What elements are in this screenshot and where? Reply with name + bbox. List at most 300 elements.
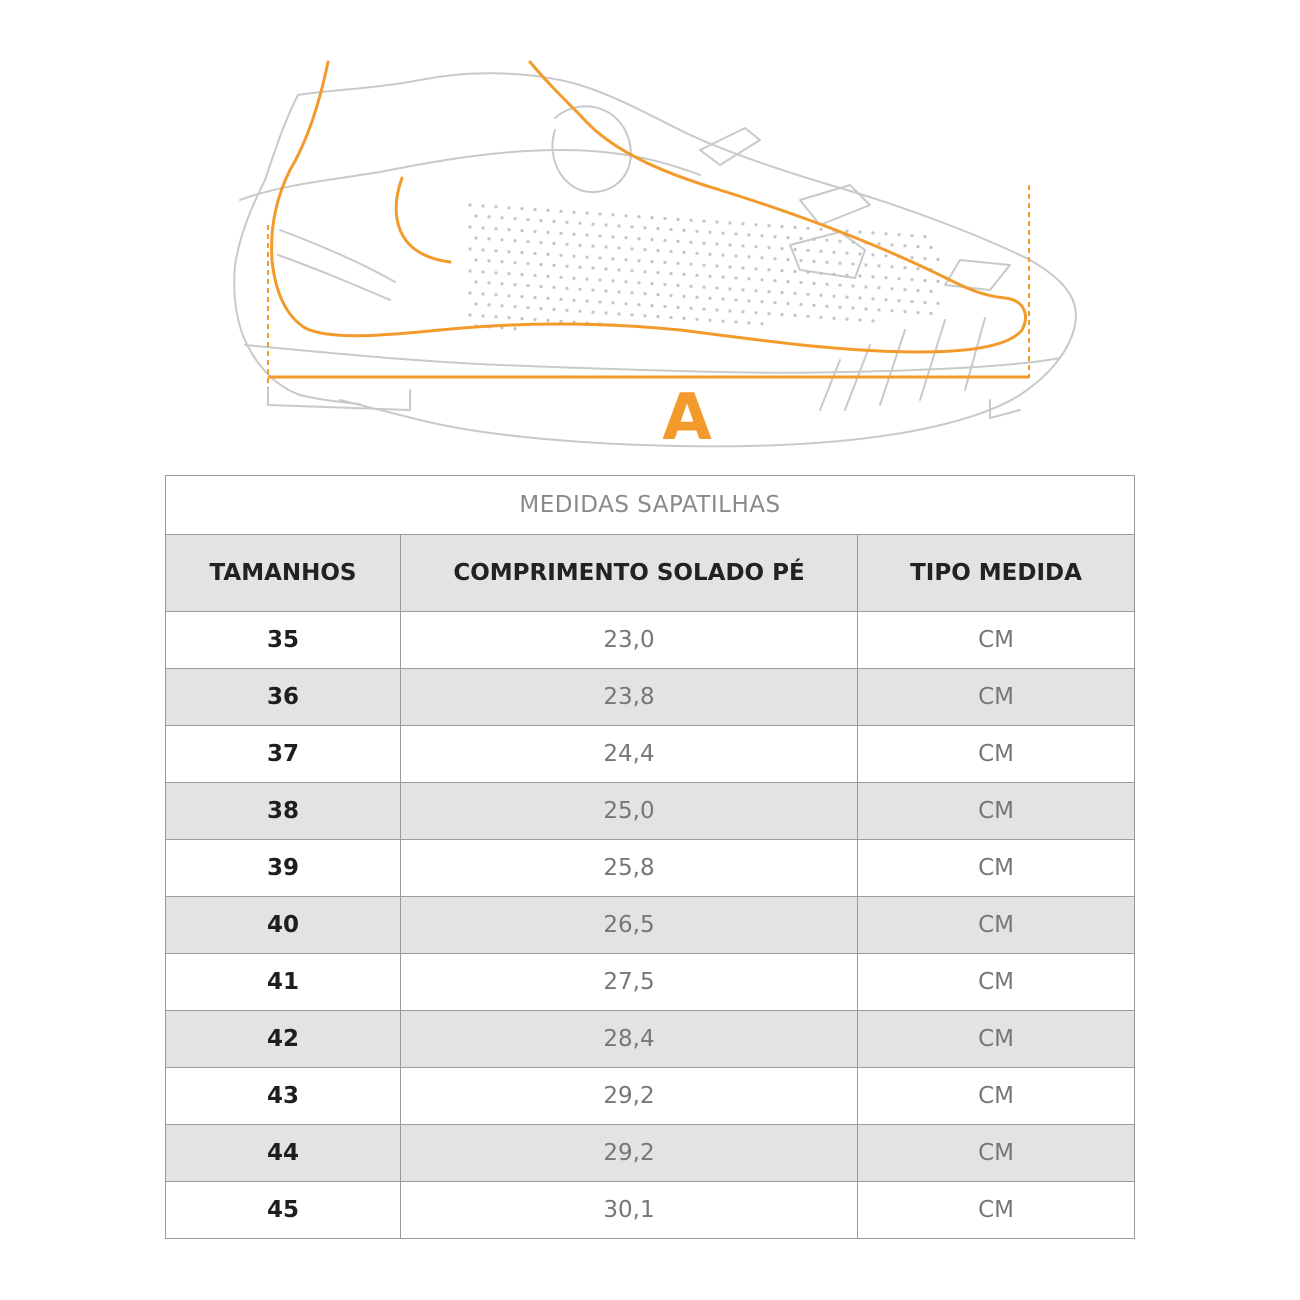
perforation-dot (533, 296, 536, 299)
unit-cell: CM (858, 1182, 1135, 1239)
perforation-dot (676, 284, 679, 287)
perforation-dot (884, 254, 887, 257)
perforation-dot (533, 208, 536, 211)
perforation-dot (637, 215, 640, 218)
header-unit-type: TIPO MEDIDA (858, 535, 1135, 612)
perforation-dot (877, 264, 880, 267)
perforation-dot (715, 309, 718, 312)
perforation-dot (858, 252, 861, 255)
perforation-dot (916, 289, 919, 292)
perforation-dot (929, 290, 932, 293)
size-cell: 37 (166, 726, 401, 783)
perforation-dot (871, 319, 874, 322)
perforation-dot (552, 286, 555, 289)
perforation-dot (676, 218, 679, 221)
perforation-dot (676, 306, 679, 309)
unit-cell: CM (858, 840, 1135, 897)
perforation-dot (682, 251, 685, 254)
perforation-dot (682, 273, 685, 276)
perforation-dot (513, 217, 516, 220)
perforation-dot (793, 292, 796, 295)
perforation-dot (598, 212, 601, 215)
unit-cell: CM (858, 783, 1135, 840)
perforation-dot (871, 297, 874, 300)
perforation-dot (500, 304, 503, 307)
perforation-dot (676, 262, 679, 265)
perforation-dot (617, 246, 620, 249)
perforation-dot (669, 272, 672, 275)
perforation-pattern (468, 203, 939, 330)
perforation-dot (507, 206, 510, 209)
perforation-dot (559, 298, 562, 301)
perforation-dot (825, 305, 828, 308)
perforation-dot (474, 302, 477, 305)
perforation-dot (929, 246, 932, 249)
perforation-dot (767, 224, 770, 227)
shoe-size-table (165, 475, 1135, 1239)
perforation-dot (611, 279, 614, 282)
perforation-dot (572, 255, 575, 258)
perforation-dot (838, 262, 841, 265)
perforation-dot (721, 254, 724, 257)
perforation-dot (884, 276, 887, 279)
perforation-dot (812, 238, 815, 241)
perforation-dot (474, 280, 477, 283)
perforation-dot (474, 214, 477, 217)
perforation-dot (864, 263, 867, 266)
perforation-dot (832, 273, 835, 276)
length-cell: 29,2 (401, 1125, 858, 1182)
perforation-dot (806, 227, 809, 230)
perforation-dot (702, 286, 705, 289)
perforation-dot (871, 253, 874, 256)
perforation-dot (604, 245, 607, 248)
perforation-dot (539, 219, 542, 222)
perforation-dot (546, 297, 549, 300)
perforation-dot (858, 318, 861, 321)
length-cell: 26,5 (401, 897, 858, 954)
perforation-dot (760, 256, 763, 259)
perforation-dot (552, 220, 555, 223)
perforation-dot (754, 267, 757, 270)
unit-cell: CM (858, 1011, 1135, 1068)
table-row (166, 783, 1135, 840)
table-row (166, 669, 1135, 726)
perforation-dot (546, 209, 549, 212)
perforation-dot (656, 249, 659, 252)
perforation-dot (565, 265, 568, 268)
perforation-dot (539, 307, 542, 310)
perforation-dot (825, 261, 828, 264)
perforation-dot (695, 274, 698, 277)
perforation-dot (819, 272, 822, 275)
table-row (166, 954, 1135, 1011)
perforation-dot (598, 300, 601, 303)
perforation-dot (786, 280, 789, 283)
perforation-dot (682, 229, 685, 232)
table-header-row (166, 535, 1135, 612)
perforation-dot (526, 262, 529, 265)
perforation-dot (578, 310, 581, 313)
perforation-dot (741, 310, 744, 313)
perforation-dot (585, 256, 588, 259)
perforation-dot (494, 271, 497, 274)
unit-cell: CM (858, 1125, 1135, 1182)
perforation-dot (526, 306, 529, 309)
perforation-dot (481, 292, 484, 295)
unit-cell: CM (858, 669, 1135, 726)
perforation-dot (565, 221, 568, 224)
perforation-dot (630, 291, 633, 294)
table-row (166, 726, 1135, 783)
table-row (166, 840, 1135, 897)
perforation-dot (643, 314, 646, 317)
perforation-dot (715, 221, 718, 224)
perforation-dot (604, 267, 607, 270)
perforation-dot (650, 304, 653, 307)
size-cell: 42 (166, 1011, 401, 1068)
perforation-dot (669, 250, 672, 253)
perforation-dot (474, 236, 477, 239)
perforation-dot (877, 242, 880, 245)
perforation-dot (864, 285, 867, 288)
perforation-dot (656, 293, 659, 296)
perforation-dot (799, 281, 802, 284)
foot-outline (272, 62, 1026, 352)
perforation-dot (897, 299, 900, 302)
perforation-dot (799, 259, 802, 262)
perforation-dot (520, 207, 523, 210)
shoe-measurement-illustration (0, 0, 1300, 470)
perforation-dot (689, 307, 692, 310)
perforation-dot (702, 220, 705, 223)
length-cell: 30,1 (401, 1182, 858, 1239)
perforation-dot (656, 315, 659, 318)
perforation-dot (585, 212, 588, 215)
size-cell: 44 (166, 1125, 401, 1182)
perforation-dot (520, 251, 523, 254)
perforation-dot (851, 307, 854, 310)
perforation-dot (903, 288, 906, 291)
perforation-dot (897, 277, 900, 280)
perforation-dot (565, 243, 568, 246)
perforation-dot (812, 282, 815, 285)
perforation-dot (494, 315, 497, 318)
perforation-dot (689, 241, 692, 244)
perforation-dot (923, 257, 926, 260)
perforation-dot (591, 311, 594, 314)
perforation-dot (741, 222, 744, 225)
perforation-dot (767, 312, 770, 315)
perforation-dot (728, 221, 731, 224)
perforation-dot (708, 253, 711, 256)
perforation-dot (663, 305, 666, 308)
unit-cell: CM (858, 897, 1135, 954)
perforation-dot (487, 303, 490, 306)
perforation-dot (689, 219, 692, 222)
perforation-dot (832, 317, 835, 320)
size-cell: 39 (166, 840, 401, 897)
perforation-dot (728, 265, 731, 268)
perforation-dot (747, 321, 750, 324)
perforation-dot (487, 259, 490, 262)
perforation-dot (812, 260, 815, 263)
perforation-dot (702, 242, 705, 245)
perforation-dot (721, 320, 724, 323)
perforation-dot (487, 215, 490, 218)
perforation-dot (897, 233, 900, 236)
perforation-dot (481, 314, 484, 317)
perforation-dot (832, 251, 835, 254)
perforation-dot (793, 226, 796, 229)
perforation-dot (630, 247, 633, 250)
perforation-dot (611, 235, 614, 238)
perforation-dot (617, 290, 620, 293)
perforation-dot (936, 258, 939, 261)
perforation-dot (572, 233, 575, 236)
perforation-dot (682, 295, 685, 298)
perforation-dot (773, 301, 776, 304)
perforation-dot (728, 243, 731, 246)
perforation-dot (916, 267, 919, 270)
perforation-dot (760, 322, 763, 325)
perforation-dot (585, 300, 588, 303)
perforation-dot (643, 292, 646, 295)
perforation-dot (747, 233, 750, 236)
perforation-dot (650, 282, 653, 285)
perforation-dot (572, 211, 575, 214)
perforation-dot (929, 312, 932, 315)
perforation-dot (637, 237, 640, 240)
perforation-dot (487, 281, 490, 284)
perforation-dot (611, 213, 614, 216)
perforation-dot (650, 260, 653, 263)
perforation-dot (851, 263, 854, 266)
perforation-dot (819, 250, 822, 253)
perforation-dot (786, 258, 789, 261)
perforation-dot (507, 272, 510, 275)
perforation-dot (624, 280, 627, 283)
perforation-dot (507, 316, 510, 319)
perforation-dot (539, 263, 542, 266)
perforation-dot (806, 249, 809, 252)
perforation-dot (923, 301, 926, 304)
perforation-dot (767, 290, 770, 293)
perforation-dot (728, 309, 731, 312)
perforation-dot (513, 305, 516, 308)
perforation-dot (793, 270, 796, 273)
perforation-dot (494, 227, 497, 230)
perforation-dot (799, 303, 802, 306)
perforation-dot (741, 288, 744, 291)
perforation-dot (871, 231, 874, 234)
perforation-dot (591, 267, 594, 270)
size-cell: 40 (166, 897, 401, 954)
perforation-dot (526, 240, 529, 243)
perforation-dot (578, 266, 581, 269)
perforation-dot (825, 239, 828, 242)
table-row (166, 1125, 1135, 1182)
perforation-dot (708, 297, 711, 300)
perforation-dot (630, 313, 633, 316)
perforation-dot (786, 236, 789, 239)
perforation-dot (910, 234, 913, 237)
perforation-dot (721, 276, 724, 279)
perforation-dot (481, 248, 484, 251)
perforation-dot (565, 287, 568, 290)
measurement-label-a: A (662, 381, 712, 455)
perforation-dot (513, 283, 516, 286)
perforation-dot (845, 230, 848, 233)
perforation-dot (617, 268, 620, 271)
perforation-dot (604, 311, 607, 314)
perforation-dot (637, 259, 640, 262)
perforation-dot (546, 319, 549, 322)
table-caption: MEDIDAS SAPATILHAS (166, 476, 1135, 535)
perforation-dot (481, 226, 484, 229)
perforation-dot (539, 285, 542, 288)
perforation-dot (481, 270, 484, 273)
header-sizes: TAMANHOS (166, 535, 401, 612)
perforation-dot (591, 289, 594, 292)
perforation-dot (669, 228, 672, 231)
perforation-dot (819, 294, 822, 297)
perforation-dot (838, 306, 841, 309)
perforation-dot (474, 258, 477, 261)
perforation-dot (481, 204, 484, 207)
perforation-dot (637, 303, 640, 306)
perforation-dot (494, 205, 497, 208)
length-cell: 25,0 (401, 783, 858, 840)
table-row (166, 897, 1135, 954)
perforation-dot (793, 314, 796, 317)
perforation-dot (780, 269, 783, 272)
perforation-dot (903, 244, 906, 247)
perforation-dot (747, 277, 750, 280)
perforation-dot (650, 216, 653, 219)
perforation-dot (630, 225, 633, 228)
size-cell: 36 (166, 669, 401, 726)
perforation-dot (786, 302, 789, 305)
header-sole-length: COMPRIMENTO SOLADO PÉ (401, 535, 858, 612)
table-row (166, 1182, 1135, 1239)
perforation-dot (695, 230, 698, 233)
perforation-dot (760, 300, 763, 303)
perforation-dot (903, 266, 906, 269)
size-cell: 41 (166, 954, 401, 1011)
perforation-dot (877, 308, 880, 311)
length-cell: 29,2 (401, 1068, 858, 1125)
perforation-dot (468, 247, 471, 250)
perforation-dot (754, 223, 757, 226)
perforation-dot (526, 284, 529, 287)
size-cell: 38 (166, 783, 401, 840)
perforation-dot (884, 232, 887, 235)
perforation-dot (916, 245, 919, 248)
perforation-dot (494, 293, 497, 296)
perforation-dot (806, 293, 809, 296)
perforation-dot (715, 243, 718, 246)
perforation-dot (845, 274, 848, 277)
perforation-dot (552, 242, 555, 245)
perforation-dot (572, 277, 575, 280)
perforation-dot (851, 285, 854, 288)
perforation-dot (513, 327, 516, 330)
perforation-dot (799, 237, 802, 240)
perforation-dot (734, 298, 737, 301)
perforation-dot (754, 311, 757, 314)
perforation-dot (468, 225, 471, 228)
perforation-dot (643, 226, 646, 229)
perforation-dot (741, 244, 744, 247)
perforation-dot (546, 253, 549, 256)
perforation-dot (663, 239, 666, 242)
perforation-dot (819, 228, 822, 231)
perforation-dot (617, 312, 620, 315)
perforation-dot (825, 283, 828, 286)
perforation-dot (721, 232, 724, 235)
perforation-dot (533, 252, 536, 255)
perforation-dot (773, 279, 776, 282)
perforation-dot (936, 302, 939, 305)
perforation-dot (624, 214, 627, 217)
length-cell: 24,4 (401, 726, 858, 783)
perforation-dot (663, 283, 666, 286)
perforation-dot (864, 307, 867, 310)
perforation-dot (624, 258, 627, 261)
perforation-dot (890, 243, 893, 246)
perforation-dot (624, 236, 627, 239)
perforation-dot (916, 311, 919, 314)
perforation-dot (663, 217, 666, 220)
perforation-dot (578, 222, 581, 225)
perforation-dot (507, 228, 510, 231)
perforation-dot (877, 286, 880, 289)
perforation-dot (598, 234, 601, 237)
perforation-dot (728, 287, 731, 290)
perforation-dot (500, 260, 503, 263)
perforation-dot (890, 309, 893, 312)
perforation-dot (520, 295, 523, 298)
perforation-dot (936, 280, 939, 283)
size-cell: 43 (166, 1068, 401, 1125)
perforation-dot (910, 256, 913, 259)
perforation-dot (468, 313, 471, 316)
perforation-dot (500, 238, 503, 241)
perforation-dot (604, 223, 607, 226)
length-cell: 25,8 (401, 840, 858, 897)
perforation-dot (923, 235, 926, 238)
perforation-dot (572, 299, 575, 302)
perforation-dot (838, 240, 841, 243)
perforation-dot (890, 287, 893, 290)
perforation-dot (734, 232, 737, 235)
perforation-dot (468, 203, 471, 206)
unit-cell: CM (858, 954, 1135, 1011)
perforation-dot (858, 230, 861, 233)
perforation-dot (760, 278, 763, 281)
perforation-dot (845, 296, 848, 299)
perforation-dot (637, 281, 640, 284)
perforation-dot (533, 274, 536, 277)
length-cell: 28,4 (401, 1011, 858, 1068)
unit-cell: CM (858, 1068, 1135, 1125)
perforation-dot (559, 254, 562, 257)
perforation-dot (747, 299, 750, 302)
perforation-dot (689, 285, 692, 288)
perforation-dot (760, 234, 763, 237)
perforation-dot (773, 235, 776, 238)
